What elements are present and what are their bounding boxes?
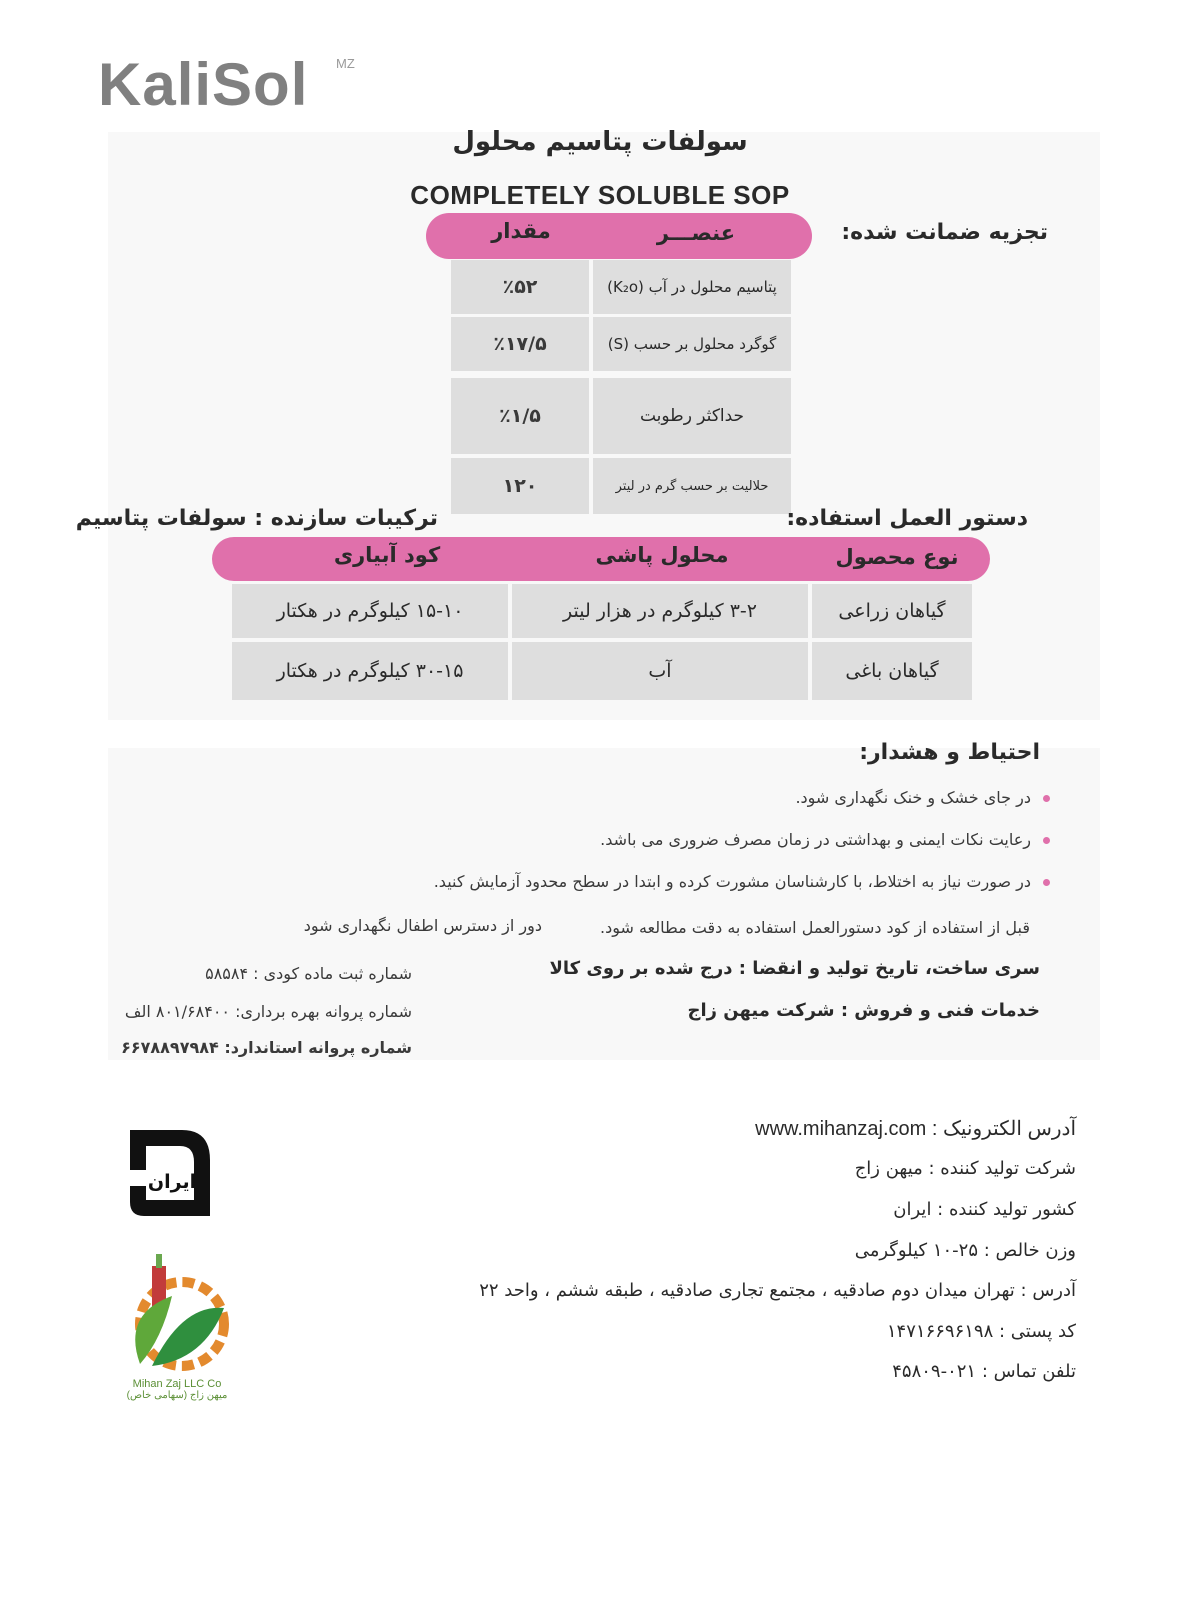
usage-heading: دستور العمل استفاده: <box>786 506 1028 531</box>
company-logo <box>112 1244 242 1414</box>
phone-line: تلفن تماس : ۰۲۱-۴۵۸۰۹ <box>892 1361 1076 1382</box>
analysis-element-4: حلالیت بر حسب گرم در لیتر <box>593 458 791 514</box>
usage-header-pill <box>212 537 990 581</box>
standard-mark-text: ایران <box>147 1171 197 1193</box>
caution-note-right: قبل از استفاده از کود دستورالعمل استفاده به دقت مطالعه شود. <box>599 918 1030 937</box>
analysis-element-1: پتاسیم محلول در آب (K₂o) <box>593 260 791 314</box>
analysis-element-2: گوگرد محلول بر حسب (S) <box>593 317 791 371</box>
services-line: خدمات فنی و فروش : شرکت میهن زاج <box>687 1000 1040 1021</box>
title-persian: سولفات پتاسیم محلول <box>452 127 748 157</box>
usage-crop-1: گیاهان زراعی <box>812 584 972 638</box>
brand-logo: KaliSol <box>98 51 309 118</box>
country-line: کشور تولید کننده : ایران <box>893 1199 1076 1220</box>
caution-item: رعایت نکات ایمنی و بهداشتی در زمان مصرف ضروری می باشد. <box>600 830 1050 849</box>
registration-number: شماره ثبت ماده کودی : ۵۸۵۸۴ <box>205 964 412 983</box>
analysis-header-pill <box>426 213 812 259</box>
series-line: سری ساخت، تاریخ تولید و انقضا : درج شده بر روی کالا <box>549 958 1040 979</box>
postal-line: کد پستی : ۱۴۷۱۶۶۹۶۱۹۸ <box>886 1321 1076 1342</box>
col-crop-header: نوع محصول <box>835 545 959 569</box>
website-line: آدرس الکترونیک : www.mihanzaj.com <box>755 1118 1076 1140</box>
usage-crop-2: گیاهان باغی <box>812 642 972 700</box>
analysis-amount-4: ۱۲۰ <box>451 458 589 514</box>
standard-mark-icon <box>126 1126 214 1220</box>
analysis-amount-1: ٪۵۲ <box>451 260 589 314</box>
operation-license: شماره پروانه بهره برداری: ۸۰۱/۶۸۴۰۰ الف <box>124 1002 412 1021</box>
bullet-icon <box>1043 795 1050 802</box>
col-irrigation-header: کود آبیاری <box>333 543 441 567</box>
caution-note-left: دور از دسترس اطفال نگهداری شود <box>303 916 542 935</box>
usage-irrigation-2: ۳۰-۱۵ کیلوگرم در هکتار <box>232 642 508 700</box>
usage-spray-2: آب <box>512 642 808 700</box>
company-caption-en: Mihan Zaj LLC Co <box>132 1378 222 1390</box>
usage-spray-1: ۳-۲ کیلوگرم در هزار لیتر <box>512 584 808 638</box>
col-spray-header: محلول پاشی <box>595 543 729 567</box>
caution-heading: احتیاط و هشدار: <box>859 740 1040 765</box>
address-line: آدرس : تهران میدان دوم صادقیه ، مجتمع تجاری صادقیه ، طبقه ششم ، واحد ۲۲ <box>479 1280 1076 1301</box>
analysis-amount-2: ٪۱۷/۵ <box>451 317 589 371</box>
weight-line: وزن خالص : ۲۵-۱۰ کیلوگرمی <box>854 1240 1076 1261</box>
bullet-icon <box>1043 837 1050 844</box>
title-english: COMPLETELY SOLUBLE SOP <box>410 180 790 210</box>
caution-item: در جای خشک و خنک نگهداری شود. <box>795 788 1050 807</box>
standard-license: شماره پروانه استاندارد: ۶۶۷۸۸۹۷۹۸۴ <box>121 1038 412 1057</box>
analysis-element-3: حداکثر رطوبت <box>593 378 791 454</box>
caution-item: در صورت نیاز به اختلاط، با کارشناسان مشورت کرده و ابتدا در سطح محدود آزمایش کنید. <box>434 872 1050 891</box>
analysis-heading: تجزیه ضمانت شده: <box>841 220 1048 245</box>
manufacturer-line: شرکت تولید کننده : میهن زاج <box>854 1158 1076 1179</box>
col-amount-header: مقدار <box>491 219 551 243</box>
brand-superscript: MZ <box>336 56 355 71</box>
bullet-icon <box>1043 879 1050 886</box>
usage-irrigation-1: ۱۵-۱۰ کیلوگرم در هکتار <box>232 584 508 638</box>
analysis-amount-3: ٪۱/۵ <box>451 378 589 454</box>
company-caption-fa: میهن زاج (سهامی خاص) <box>126 1390 228 1401</box>
col-element-header: عنصـــر <box>656 221 736 245</box>
composition-line: ترکیبات سازنده : سولفات پتاسیم <box>75 506 438 531</box>
